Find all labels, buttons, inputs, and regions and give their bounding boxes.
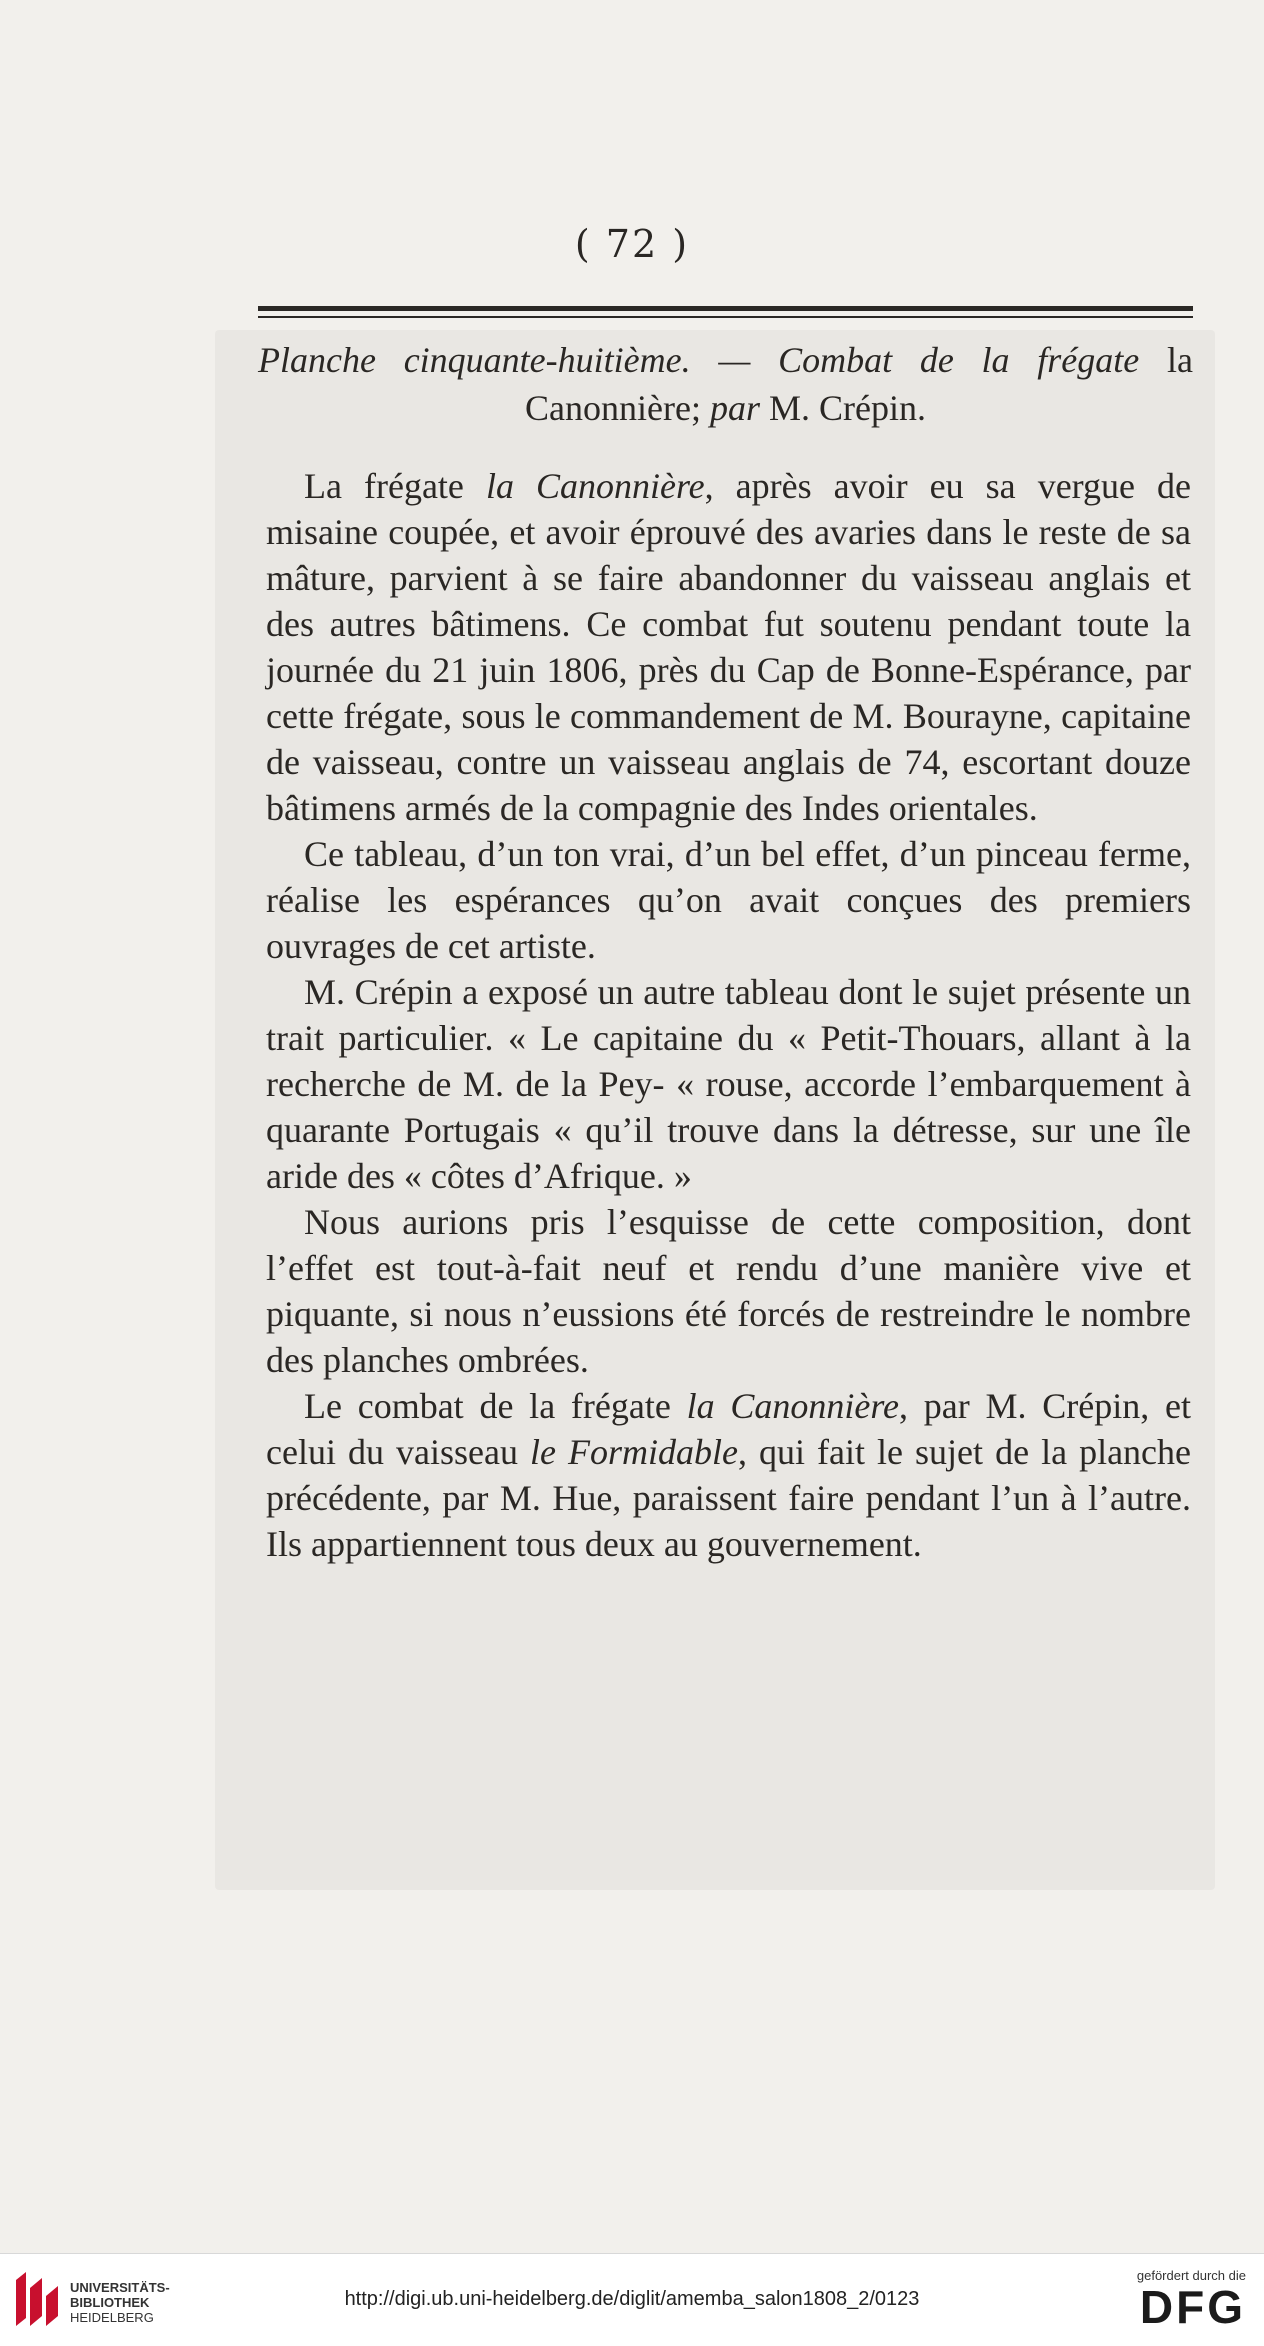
plate-heading <box>258 336 1193 432</box>
paragraph-3: M. Crépin a exposé un autre tableau dont le sujet présente un trait particulier. « Le capitaine du « Petit-Thouars, allant à la recherche de M. de la Pey- « rouse, accorde l’embarquement à quarante Portugais « qu’il trouve dans la détresse, sur une île aride des « côtes d’Afrique. » <box>266 972 1191 1196</box>
heading-title: Planche cinquante-huitième. — Combat de la frégate <box>258 340 1140 380</box>
p1-text-b: , après avoir eu sa vergue de misaine coupée, et avoir éprouvé des avaries dans le reste de sa mâture, parvient à se faire abandonner du vaisseau anglais et des autres bâtimens. Ce combat fut soutenu pendant toute la journée du 21 juin 1806, près du Cap de Bonne-Espérance, par cette frégate, sous le commandement de M. Bourayne, capitaine de vaisseau, contre un vaisseau anglais de 74, escortant douze bâtimens armés de la compagnie des Indes orientales. <box>266 466 1191 828</box>
heading-subject: la Canonnière; <box>525 340 1193 428</box>
p1-italic: la Canonnière <box>485 466 705 506</box>
p5-text-a: Le combat de la frégate <box>304 1386 687 1426</box>
institution-line-1: UNIVERSITÄTS- <box>70 2280 170 2295</box>
paragraph-2: Ce tableau, d’un ton vrai, d’un bel effet, d’un pinceau ferme, réalise les espérances qu’on avait conçues des premiers ouvrages de cet artiste. <box>266 834 1191 966</box>
p1-text-a: La frégate <box>304 466 486 506</box>
funder-block <box>1137 2268 1246 2331</box>
p5-italic-2: le Formidable <box>530 1432 738 1472</box>
header-rule-thick <box>258 306 1193 311</box>
header-rule-thin <box>258 316 1193 318</box>
permalink-url[interactable]: http://digi.ub.uni-heidelberg.de/diglit/amemba_salon1808_2/0123 <box>344 2288 920 2310</box>
p5-text-b: , par M. Crépin, et celui du vaisseau <box>266 1386 1191 1472</box>
paragraph-5 <box>266 1383 1191 1567</box>
funder-label: gefördert durch die <box>1136 2268 1246 2283</box>
body-text <box>266 463 1191 1567</box>
paragraph-4: Nous aurions pris l’esquisse de cette composition, dont l’effet est tout-à-fait neuf et rendu d’une manière vive et piquante, si nous n’eussions été forcés de restreindre le nombre des planches ombrées. <box>266 1202 1191 1380</box>
institution-line-2: BIBLIOTHEK <box>70 2295 150 2310</box>
viewer-footer <box>0 2253 1264 2346</box>
paragraph-1 <box>266 463 1191 831</box>
heading-par: par <box>709 388 760 428</box>
p5-italic-1: la Canonnière <box>686 1386 900 1426</box>
dfg-logo[interactable]: DFG <box>1139 2281 1246 2333</box>
p5-text-c: , qui fait le sujet de la planche précédente, par M. Hue, paraissent faire pendant l’un à l’autre. Ils appartiennent tous deux au gouvernement. <box>266 1432 1192 1564</box>
page-number: ( 72 ) <box>574 222 690 266</box>
institution-line-3: HEIDELBERG <box>70 2310 154 2325</box>
heading-artist: M. Crépin. <box>759 388 926 428</box>
